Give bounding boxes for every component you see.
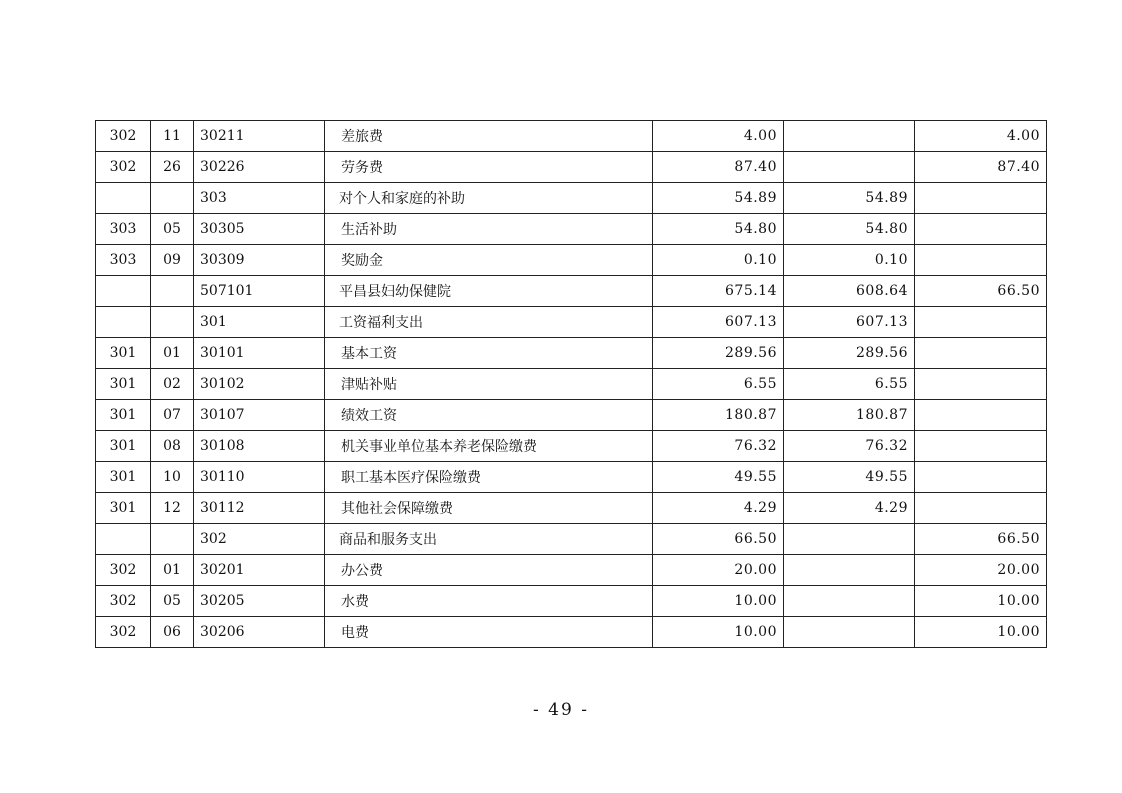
cell-basic-expenditure: 608.64: [784, 276, 915, 307]
cell-section-code: 26: [151, 152, 194, 183]
cell-class-code: [96, 183, 151, 214]
cell-section-code: 08: [151, 431, 194, 462]
table-row: [96, 245, 1047, 276]
cell-basic-expenditure: 180.87: [784, 400, 915, 431]
cell-project-expenditure: 66.50: [915, 276, 1047, 307]
cell-project-expenditure: 20.00: [915, 555, 1047, 586]
cell-basic-expenditure: 289.56: [784, 338, 915, 369]
cell-total: 289.56: [653, 338, 784, 369]
table-row: [96, 214, 1047, 245]
cell-subject-code: 30108: [194, 431, 325, 462]
table-row: [96, 555, 1047, 586]
cell-total: 54.80: [653, 214, 784, 245]
table-row: [96, 493, 1047, 524]
cell-basic-expenditure: 54.80: [784, 214, 915, 245]
cell-section-code: 12: [151, 493, 194, 524]
cell-project-expenditure: [915, 431, 1047, 462]
cell-total: 66.50: [653, 524, 784, 555]
cell-subject-code: 30101: [194, 338, 325, 369]
cell-project-expenditure: [915, 462, 1047, 493]
cell-project-expenditure: 87.40: [915, 152, 1047, 183]
cell-section-code: 11: [151, 121, 194, 152]
cell-project-expenditure: [915, 338, 1047, 369]
cell-subject-name: 津贴补贴: [325, 369, 653, 400]
cell-basic-expenditure: [784, 617, 915, 648]
cell-subject-code: 507101: [194, 276, 325, 307]
cell-section-code: [151, 183, 194, 214]
table-row: [96, 276, 1047, 307]
cell-section-code: 01: [151, 338, 194, 369]
cell-project-expenditure: 10.00: [915, 586, 1047, 617]
cell-project-expenditure: [915, 183, 1047, 214]
cell-section-code: [151, 276, 194, 307]
cell-basic-expenditure: [784, 524, 915, 555]
cell-section-code: [151, 307, 194, 338]
table-row: [96, 524, 1047, 555]
cell-subject-name: 平昌县妇幼保健院: [325, 276, 653, 307]
table-row: [96, 183, 1047, 214]
cell-class-code: 302: [96, 121, 151, 152]
cell-total: 4.00: [653, 121, 784, 152]
cell-subject-code: 30102: [194, 369, 325, 400]
cell-subject-code: 30201: [194, 555, 325, 586]
cell-basic-expenditure: 4.29: [784, 493, 915, 524]
cell-project-expenditure: 66.50: [915, 524, 1047, 555]
cell-section-code: 06: [151, 617, 194, 648]
cell-project-expenditure: [915, 369, 1047, 400]
cell-class-code: [96, 524, 151, 555]
cell-subject-code: 303: [194, 183, 325, 214]
cell-subject-name: 工资福利支出: [325, 307, 653, 338]
cell-project-expenditure: [915, 245, 1047, 276]
cell-subject-name: 生活补助: [325, 214, 653, 245]
table-row: [96, 152, 1047, 183]
cell-class-code: 302: [96, 586, 151, 617]
cell-basic-expenditure: 607.13: [784, 307, 915, 338]
cell-subject-name: 差旅费: [325, 121, 653, 152]
table-row: [96, 121, 1047, 152]
cell-subject-name: 绩效工资: [325, 400, 653, 431]
cell-subject-code: 30309: [194, 245, 325, 276]
table-row: [96, 431, 1047, 462]
cell-subject-name: 电费: [325, 617, 653, 648]
cell-class-code: 302: [96, 617, 151, 648]
cell-subject-name: 奖励金: [325, 245, 653, 276]
cell-basic-expenditure: 6.55: [784, 369, 915, 400]
cell-project-expenditure: 4.00: [915, 121, 1047, 152]
cell-section-code: 01: [151, 555, 194, 586]
cell-project-expenditure: [915, 400, 1047, 431]
cell-basic-expenditure: 54.89: [784, 183, 915, 214]
cell-project-expenditure: [915, 307, 1047, 338]
cell-subject-code: 301: [194, 307, 325, 338]
cell-basic-expenditure: [784, 152, 915, 183]
page-number: - 49 -: [533, 700, 589, 720]
cell-class-code: 303: [96, 214, 151, 245]
cell-total: 10.00: [653, 586, 784, 617]
cell-project-expenditure: [915, 214, 1047, 245]
cell-class-code: 301: [96, 493, 151, 524]
table-row: [96, 617, 1047, 648]
cell-subject-code: 30211: [194, 121, 325, 152]
cell-subject-code: 30206: [194, 617, 325, 648]
table-row: [96, 307, 1047, 338]
cell-section-code: 05: [151, 586, 194, 617]
cell-section-code: 07: [151, 400, 194, 431]
cell-basic-expenditure: 49.55: [784, 462, 915, 493]
cell-total: 87.40: [653, 152, 784, 183]
cell-total: 10.00: [653, 617, 784, 648]
cell-project-expenditure: 10.00: [915, 617, 1047, 648]
table-body: [96, 121, 1047, 648]
budget-expenditure-table: [95, 120, 1047, 648]
cell-basic-expenditure: 0.10: [784, 245, 915, 276]
cell-subject-code: 30107: [194, 400, 325, 431]
cell-class-code: 301: [96, 369, 151, 400]
cell-class-code: [96, 276, 151, 307]
cell-section-code: [151, 524, 194, 555]
cell-subject-name: 职工基本医疗保险缴费: [325, 462, 653, 493]
table-row: [96, 338, 1047, 369]
cell-class-code: 301: [96, 431, 151, 462]
cell-section-code: 09: [151, 245, 194, 276]
table-row: [96, 400, 1047, 431]
table-row: [96, 586, 1047, 617]
cell-subject-name: 劳务费: [325, 152, 653, 183]
cell-subject-code: 302: [194, 524, 325, 555]
cell-total: 675.14: [653, 276, 784, 307]
cell-basic-expenditure: [784, 555, 915, 586]
cell-total: 20.00: [653, 555, 784, 586]
cell-class-code: 302: [96, 555, 151, 586]
cell-subject-code: 30205: [194, 586, 325, 617]
cell-section-code: 02: [151, 369, 194, 400]
cell-total: 76.32: [653, 431, 784, 462]
cell-class-code: [96, 307, 151, 338]
cell-subject-name: 水费: [325, 586, 653, 617]
table-row: [96, 369, 1047, 400]
table-row: [96, 462, 1047, 493]
cell-subject-name: 其他社会保障缴费: [325, 493, 653, 524]
cell-subject-code: 30112: [194, 493, 325, 524]
cell-project-expenditure: [915, 493, 1047, 524]
cell-class-code: 303: [96, 245, 151, 276]
cell-total: 4.29: [653, 493, 784, 524]
cell-subject-code: 30305: [194, 214, 325, 245]
cell-total: 607.13: [653, 307, 784, 338]
cell-total: 0.10: [653, 245, 784, 276]
cell-class-code: 301: [96, 400, 151, 431]
cell-total: 49.55: [653, 462, 784, 493]
cell-total: 180.87: [653, 400, 784, 431]
cell-section-code: 05: [151, 214, 194, 245]
cell-class-code: 301: [96, 462, 151, 493]
cell-section-code: 10: [151, 462, 194, 493]
cell-total: 54.89: [653, 183, 784, 214]
cell-subject-code: 30226: [194, 152, 325, 183]
cell-total: 6.55: [653, 369, 784, 400]
cell-subject-code: 30110: [194, 462, 325, 493]
cell-subject-name: 机关事业单位基本养老保险缴费: [325, 431, 653, 462]
cell-subject-name: 对个人和家庭的补助: [325, 183, 653, 214]
cell-basic-expenditure: [784, 121, 915, 152]
cell-subject-name: 办公费: [325, 555, 653, 586]
cell-class-code: 301: [96, 338, 151, 369]
cell-subject-name: 商品和服务支出: [325, 524, 653, 555]
cell-subject-name: 基本工资: [325, 338, 653, 369]
cell-basic-expenditure: 76.32: [784, 431, 915, 462]
cell-basic-expenditure: [784, 586, 915, 617]
cell-class-code: 302: [96, 152, 151, 183]
